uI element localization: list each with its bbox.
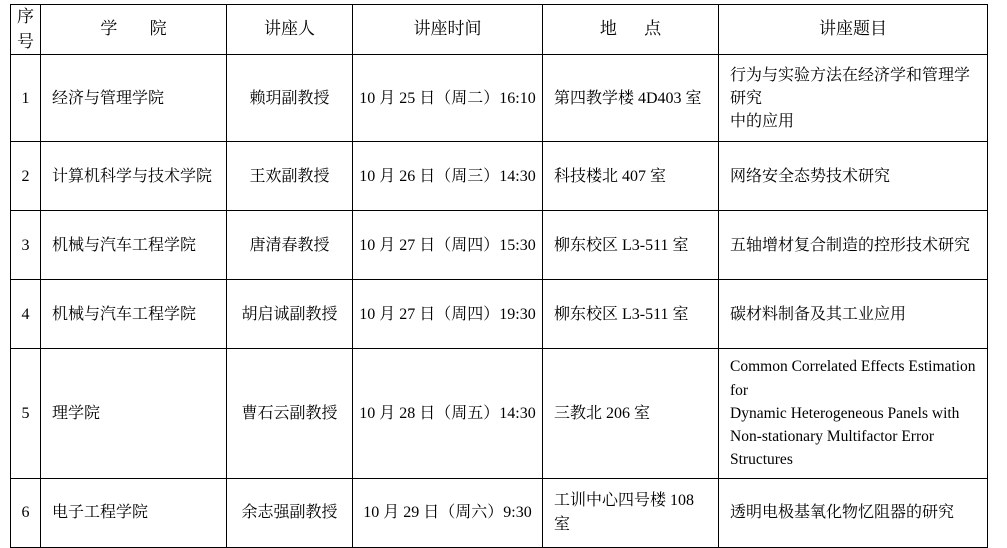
row-topic: [719, 349, 988, 478]
document-page: [0, 4, 1007, 533]
row-place: 工训中心四号楼 108 室: [543, 478, 719, 547]
header-college-label: 学 院: [100, 19, 175, 39]
table-row: [11, 211, 988, 280]
row-speaker: 王欢副教授: [227, 142, 353, 211]
row-topic-line: Common Correlated Effects Estimation for: [730, 358, 976, 399]
header-speaker-label: 讲座人: [264, 19, 315, 39]
row-topic-line: 中的应用: [730, 112, 795, 130]
row-index: 3: [11, 211, 41, 280]
row-place: 柳东校区 L3-511 室: [543, 211, 719, 280]
row-time: 10 月 26 日（周三）14:30: [353, 142, 543, 211]
row-topic: 透明电极基氧化物忆阻器的研究: [719, 478, 988, 547]
row-index: 2: [11, 142, 41, 211]
row-index: 5: [11, 349, 41, 478]
table-row: [11, 142, 988, 211]
row-index: 4: [11, 280, 41, 349]
row-time: 10 月 29 日（周六）9:30: [353, 478, 543, 547]
row-topic: [719, 55, 988, 142]
row-college: 理学院: [41, 349, 227, 478]
row-topic-line: Non-stationary Multifactor Error Structures: [730, 428, 935, 469]
row-time: 10 月 27 日（周四）15:30: [353, 211, 543, 280]
header-index: [11, 5, 41, 55]
lecture-schedule-table: [10, 4, 988, 548]
row-college: 机械与汽车工程学院: [41, 211, 227, 280]
row-speaker: 余志强副教授: [227, 478, 353, 547]
table-header-row: [11, 5, 988, 55]
header-topic-label: 讲座题目: [819, 19, 887, 39]
row-place: 三教北 206 室: [543, 349, 719, 478]
row-time: 10 月 25 日（周二）16:10: [353, 55, 543, 142]
row-topic-line: 行为与实验方法在经济学和管理学研究: [730, 66, 971, 107]
header-topic: [719, 5, 988, 55]
header-time: [353, 5, 543, 55]
row-speaker: 胡启诚副教授: [227, 280, 353, 349]
row-college: 计算机科学与技术学院: [41, 142, 227, 211]
header-index-top: 序: [17, 7, 34, 26]
table-row: [11, 55, 988, 142]
row-index: 1: [11, 55, 41, 142]
row-college: 机械与汽车工程学院: [41, 280, 227, 349]
table-row: [11, 280, 988, 349]
header-index-bottom: 号: [17, 31, 34, 51]
header-place: [543, 5, 719, 55]
row-place: 第四教学楼 4D403 室: [543, 55, 719, 142]
row-place: 柳东校区 L3-511 室: [543, 280, 719, 349]
row-college: 经济与管理学院: [41, 55, 227, 142]
row-topic-line: Dynamic Heterogeneous Panels with: [730, 404, 960, 422]
row-speaker: 赖玥副教授: [227, 55, 353, 142]
header-time-label: 讲座时间: [413, 19, 482, 39]
row-topic: 五轴增材复合制造的控形技术研究: [719, 211, 988, 280]
row-topic: 网络安全态势技术研究: [719, 142, 988, 211]
table-row: [11, 349, 988, 478]
header-place-label: 地 点: [599, 19, 667, 39]
row-speaker: 曹石云副教授: [227, 349, 353, 478]
row-place: 科技楼北 407 室: [543, 142, 719, 211]
row-index: 6: [11, 478, 41, 547]
row-speaker: 唐清春教授: [227, 211, 353, 280]
header-speaker: [227, 5, 353, 55]
row-college: 电子工程学院: [41, 478, 227, 547]
header-college: [41, 5, 227, 55]
row-time: 10 月 27 日（周四）19:30: [353, 280, 543, 349]
table-row: [11, 478, 988, 547]
row-time: 10 月 28 日（周五）14:30: [353, 349, 543, 478]
row-topic: 碳材料制备及其工业应用: [719, 280, 988, 349]
